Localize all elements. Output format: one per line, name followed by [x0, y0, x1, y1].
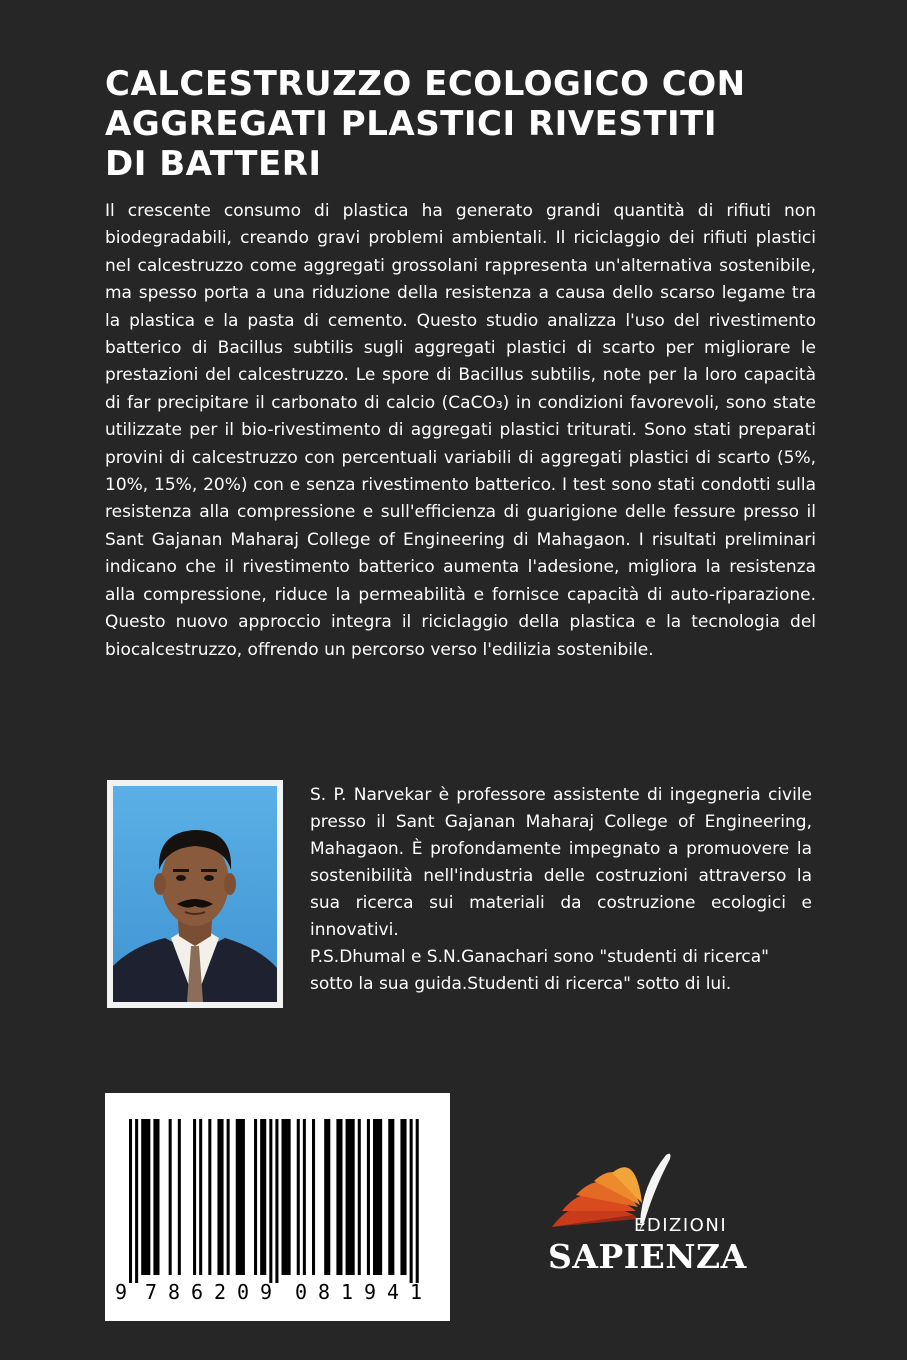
barcode-digit: 8 — [168, 1280, 181, 1304]
barcode-bar — [169, 1119, 172, 1275]
barcode-bar — [373, 1119, 382, 1275]
barcode-bar — [312, 1119, 315, 1275]
barcode-bar — [324, 1119, 330, 1275]
author-bio-paragraph: P.S.Dhumal e S.N.Ganachari sono "studenti di ricerca" sotto la sua guida.Studenti di ricerca" sotto di lui. — [310, 947, 769, 994]
barcode-bar — [410, 1119, 413, 1283]
publisher-name-line2: SAPIENZA — [548, 1237, 747, 1276]
barcode-digit: 2 — [214, 1280, 227, 1304]
barcode-bar — [254, 1119, 257, 1275]
barcode-bar — [153, 1119, 159, 1275]
barcode-bar — [367, 1119, 370, 1275]
barcode-bar — [336, 1119, 342, 1275]
barcode-digit: 9 — [115, 1280, 128, 1304]
barcode-bar — [208, 1119, 211, 1275]
barcode-digit: 1 — [341, 1280, 354, 1304]
publisher-logo — [538, 1145, 758, 1285]
barcode-digit: 0 — [295, 1280, 308, 1304]
title-line: DI BATTERI — [105, 144, 322, 184]
author-photo — [107, 780, 283, 1008]
author-portrait-image — [113, 786, 277, 1002]
barcode-bar — [275, 1119, 278, 1283]
barcode-bar — [227, 1119, 230, 1275]
publisher-name-line1: EDIZIONI — [634, 1215, 728, 1236]
barcode-bar — [358, 1119, 361, 1275]
barcode-bar — [236, 1119, 245, 1275]
barcode-bar — [400, 1119, 406, 1275]
barcode-bar — [141, 1119, 150, 1275]
barcode-digit: 9 — [260, 1280, 273, 1304]
barcode-bar — [346, 1119, 355, 1275]
barcode-digit: 1 — [410, 1280, 423, 1304]
barcode-digits — [105, 1280, 450, 1304]
barcode-digit: 6 — [191, 1280, 204, 1304]
barcode-bar — [303, 1119, 306, 1275]
barcode-bar — [260, 1119, 266, 1275]
title-line: AGGREGATI PLASTICI RIVESTITI — [105, 104, 718, 144]
barcode-digit: 0 — [237, 1280, 250, 1304]
barcode-bar — [199, 1119, 202, 1275]
barcode-bar — [129, 1119, 132, 1283]
barcode-digit: 8 — [318, 1280, 331, 1304]
author-bio-paragraph: S. P. Narvekar è professore assistente di ingegneria civile presso il Sant Gajanan Maharaj College of Engineering, Mahagaon. È profondamente impegnato a promuovere la sostenibilità nell'industria delle costruzioni attraverso la sua ricerca sui materiali da costruzione ecologici e innovativi. — [310, 785, 812, 940]
isbn-barcode — [105, 1093, 450, 1321]
barcode-bars — [105, 1093, 450, 1283]
barcode-digit: 4 — [387, 1280, 400, 1304]
barcode-bar — [282, 1119, 291, 1275]
barcode-bar — [388, 1119, 394, 1275]
barcode-bar — [297, 1119, 300, 1275]
barcode-bar — [217, 1119, 223, 1275]
barcode-digit: 7 — [145, 1280, 158, 1304]
barcode-bar — [269, 1119, 272, 1283]
title-line: CALCESTRUZZO ECOLOGICO CON — [105, 64, 746, 104]
barcode-bar — [416, 1119, 419, 1283]
barcode-digit: 9 — [364, 1280, 377, 1304]
barcode-bar — [135, 1119, 138, 1283]
barcode-bar — [178, 1119, 181, 1275]
barcode-bar — [193, 1119, 196, 1275]
book-abstract: Il crescente consumo di plastica ha generato grandi quantità di rifiuti non biodegradabili, creando gravi problemi ambientali. Il riciclaggio dei rifiuti plastici nel calcestruzzo come aggregati grossolani rappresenta un'alternativa sostenibile, ma spesso porta a una riduzione della resistenza a causa dello scarso legame tra la plastica e la pasta di cemento. Questo studio analizza l'uso del rivestimento batterico di Bacillus subtilis sugli aggregati plastici di scarto per migliorare le prestazioni del calcestruzzo. Le spore di Bacillus subtilis, note per la loro capacità di far precipitare il carbonato di calcio (CaCO₃) in condizioni favorevoli, sono state utilizzate per il bio-rivestimento di aggregati plastici triturati. Sono stati preparati provini di calcestruzzo con percentuali variabili di aggregati plastici di scarto (5%, 10%, 15%, 20%) con e senza rivestimento batterico. I test sono stati condotti sulla resistenza alla compressione e sull'efficienza di guarigione delle fessure presso il Sant Gajanan Maharaj College of Engineering di Mahagaon. I risultati preliminari indicano che il rivestimento batterico aumenta l'adesione, migliora la resistenza alla compressione, riduce la permeabilità e fornisce capacità di auto-riparazione. Questo nuovo approccio integra il riciclaggio della plastica e la tecnologia del biocalcestruzzo, offrendo un percorso verso l'edilizia sostenibile. — [105, 201, 816, 660]
author-bio — [310, 782, 812, 998]
book-title — [105, 64, 825, 184]
